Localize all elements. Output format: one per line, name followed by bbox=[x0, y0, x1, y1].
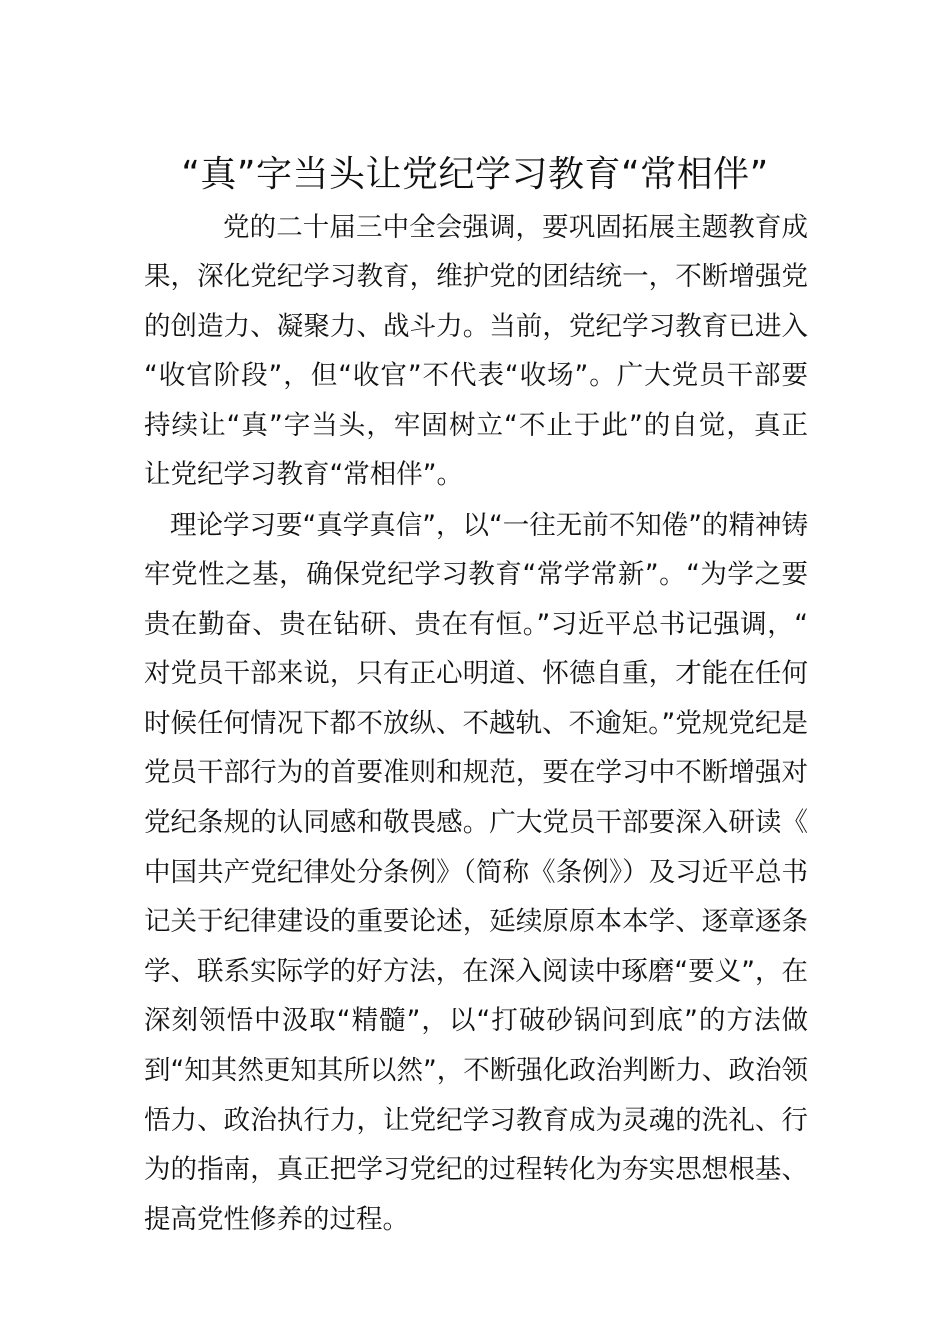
paragraph-theory-study: 理论学习要“真学真信”，以“一往无前不知倦”的精神铸牢党性之基，确保党纪学习教育“常学常新”。“为学之要贵在勤奋、贵在钻研、贵在有恒。”习近平总书记强调，“对党员干部来说，只有正心明道、怀德自重，才能在任何时候任何情况下都不放纵、不越轨、不逾矩。”党规党纪是党员干部行为的首要准则和规范，要在学习中不断增强对党纪条规的认同感和敬畏感。广大党员干部要深入研读《中国共产党纪律处分条例》（简称《条例》）及习近平总书记关于纪律建设的重要论述，延续原原本本学、逐章逐条学、联系实际学的好方法，在深入阅读中琢磨“要义”，在深刻领悟中汲取“精髓”，以“打破砂锅问到底”的方法做到“知其然更知其所以然”，不断强化政治判断力、政治领悟力、政治执行力，让党纪学习教育成为灵魂的洗礼、行为的指南，真正把学习党纪的过程转化为夯实思想根基、提高党性修养的过程。 bbox=[144, 509, 808, 1235]
document-title: “真”字当头让党纪学习教育“常相伴” bbox=[181, 154, 769, 196]
paragraph-intro: 党的二十届三中全会强调，要巩固拓展主题教育成果，深化党纪学习教育，维护党的团结统一，不断增强党的创造力、凝聚力、战斗力。当前，党纪学习教育已进入“收官阶段”，但“收官”不代表“收场”。广大党员干部要持续让“真”字当头，牢固树立“不止于此”的自觉，真正让党纪学习教育“常相伴”。 bbox=[144, 211, 808, 491]
